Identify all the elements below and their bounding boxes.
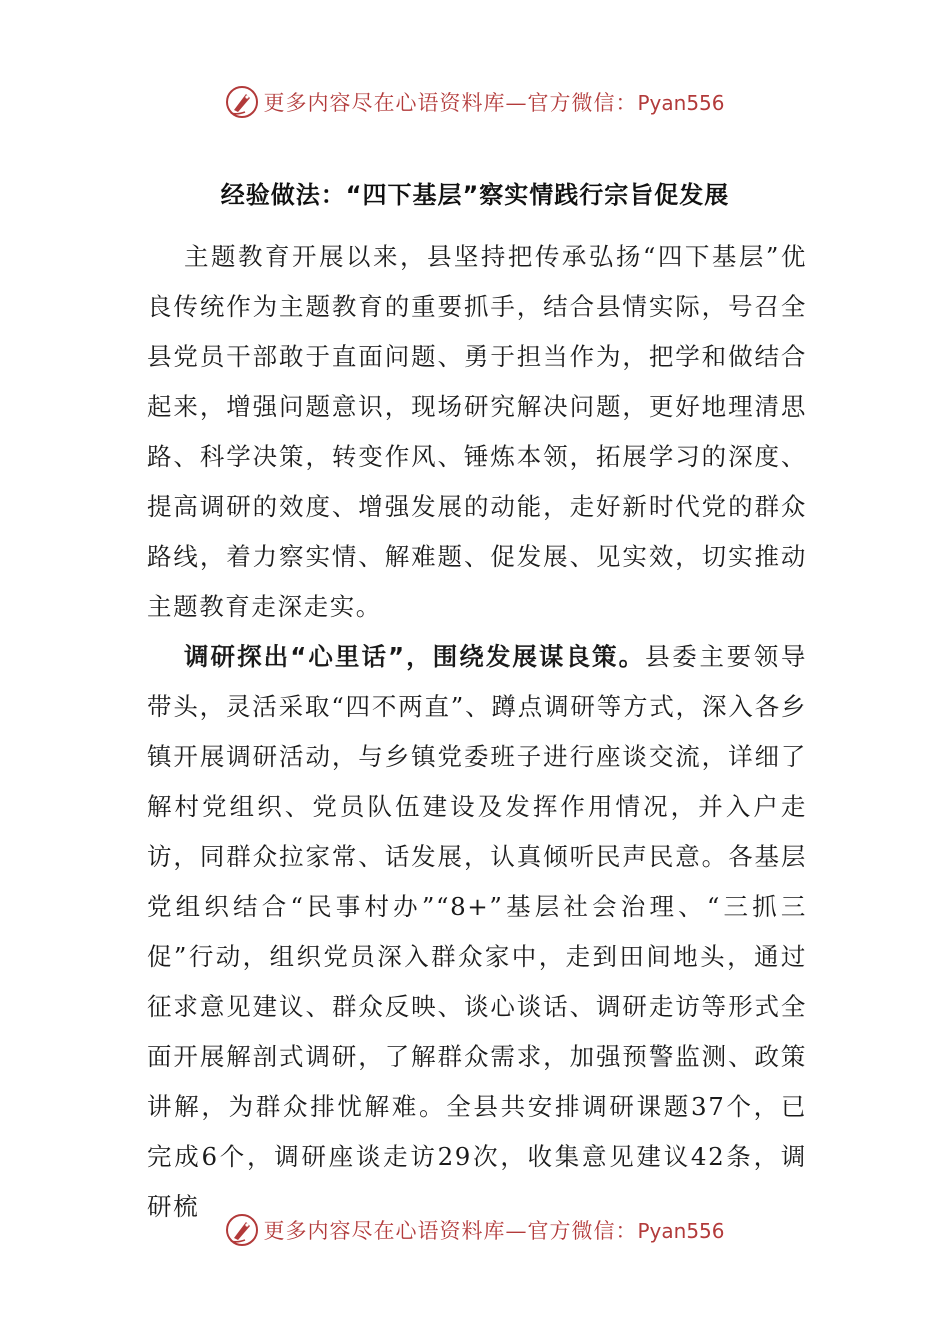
- wechat-id: Pyan556: [637, 91, 725, 115]
- wechat-id: Pyan556: [637, 1219, 725, 1243]
- pen-nib-logo-icon: [225, 85, 259, 119]
- paragraph-lead-heading: 调研探出“心里话”，围绕发展谋良策。: [184, 642, 646, 671]
- document-title: 经验做法：“四下基层”察实情践行宗旨促发展: [220, 181, 730, 209]
- pen-nib-logo-icon: [225, 1213, 259, 1247]
- paragraph-text: 县委主要领导带头，灵活采取“四不两直”、蹲点调研等方式，深入各乡镇开展调研活动，与乡镇党委班子进行座谈交流，详细了解村党组织、党员队伍建设及发挥作用情况，并入户走访，同群众拉家常、话发展，认真倾听民声民意。各基层党组织结合“民事村办”“8+”基层社会治理、“三抓三促”行动，组织党员深入群众家中，走到田间地头，通过征求意见建议、群众反映、谈心谈话、调研走访等形式全面开展解剖式调研，了解群众需求，加强预警监测、政策讲解，为群众排忧解难。全县共安排调研课题37个，已完成6个，调研座谈走访29次，收集意见建议42条，调研梳: [147, 642, 807, 1221]
- watermark-banner-top: [0, 80, 950, 124]
- paragraph-research: [147, 632, 807, 1232]
- watermark-text: 更多内容尽在心语资料库—官方微信：Pyan556: [263, 1219, 725, 1243]
- paragraph-text: 主题教育开展以来，县坚持把传承弘扬“四下基层”优良传统作为主题教育的重要抓手，结合县情实际，号召全县党员干部敢于直面问题、勇于担当作为，把学和做结合起来，增强问题意识，现场研究解决问题，更好地理清思路、科学决策，转变作风、锤炼本领，拓展学习的深度、提高调研的效度、增强发展的动能，走好新时代党的群众路线，着力察实情、解难题、促发展、见实效，切实推动主题教育走深走实。: [147, 242, 807, 621]
- paragraph-intro: [147, 232, 807, 632]
- watermark-text: 更多内容尽在心语资料库—官方微信：Pyan556: [263, 91, 725, 115]
- watermark-banner-bottom: [0, 1208, 950, 1252]
- document-body: [147, 232, 807, 1232]
